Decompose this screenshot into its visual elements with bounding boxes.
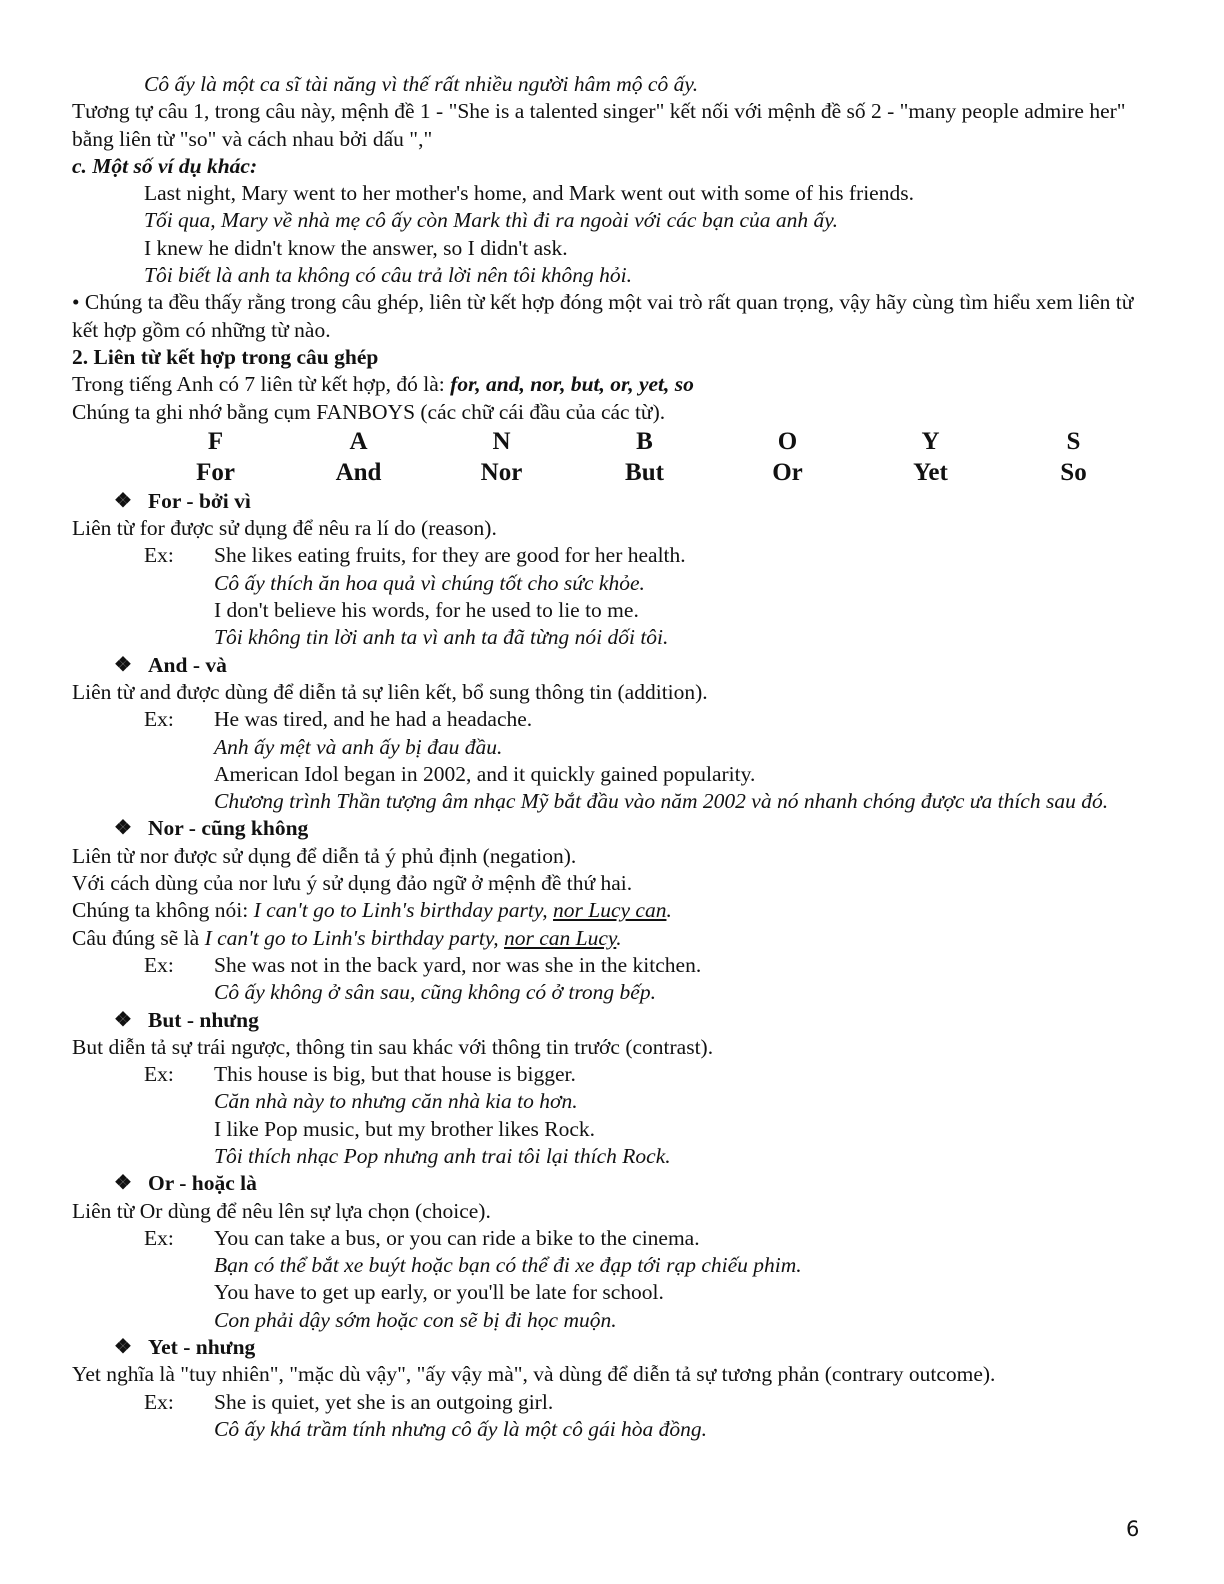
and-description: Liên từ and được dùng để diễn tả sự liên kết, bổ sung thông tin (addition).	[72, 679, 708, 704]
fanboys-words-row	[72, 457, 1152, 488]
example-row	[72, 706, 1152, 733]
example-translation: Tối qua, Mary về nhà mẹ cô ấy còn Mark thì đi ra ngoài với các bạn của anh ấy.	[144, 208, 838, 233]
four-diamond-bullet-icon: ❖	[114, 653, 132, 676]
right-sentence: I can't go to Linh's birthday party,	[204, 925, 505, 950]
fanboys-word: Yet	[913, 458, 948, 486]
fanboys-word: And	[335, 458, 382, 486]
yet-description: Yet nghĩa là "tuy nhiên", "mặc dù vậy", "ấy vậy mà", và dùng để diễn tả sự tương phản (contrary outcome).	[72, 1362, 996, 1387]
fanboys-letters-row	[72, 426, 1152, 457]
heading-text: Yet - nhưng	[148, 1335, 256, 1360]
nor-note: Với cách dùng của nor lưu ý sử dụng đảo ngữ ở mệnh đề thứ hai.	[72, 871, 633, 896]
example-translation: Cô ấy thích ăn hoa quả vì chúng tốt cho sức khỏe.	[214, 570, 645, 595]
conjunction-intro	[72, 371, 1152, 398]
heading-text: But - nhưng	[148, 1007, 259, 1032]
heading-text: And - và	[148, 652, 227, 677]
example-translation: Chương trình Thần tượng âm nhạc Mỹ bắt đầu vào năm 2002 và nó nhanh chóng được ưa thích sau đó.	[214, 789, 1109, 814]
ex-label: Ex:	[144, 707, 174, 732]
yet-heading	[72, 1334, 1152, 1361]
period: .	[666, 898, 672, 923]
ex-label: Ex:	[144, 1389, 174, 1414]
four-diamond-bullet-icon: ❖	[114, 1172, 132, 1195]
ex-label: Ex:	[144, 1062, 174, 1087]
fanboys-letter: N	[492, 427, 511, 455]
wrong-sentence: I can't go to Linh's birthday party,	[253, 898, 554, 923]
example-sentence: You have to get up early, or you'll be late for school.	[214, 1280, 664, 1305]
example-translation: Con phải dậy sớm hoặc con sẽ bị đi học muộn.	[214, 1307, 617, 1332]
subsection-heading: c. Một số ví dụ khác:	[72, 153, 258, 178]
period: .	[616, 925, 622, 950]
fanboys-word: For	[196, 458, 235, 486]
fanboys-letter: B	[636, 427, 653, 455]
or-heading	[72, 1170, 1152, 1197]
ex-label: Ex:	[144, 543, 174, 568]
example-translation: Anh ấy mệt và anh ấy bị đau đầu.	[214, 734, 503, 759]
heading-text: Or - hoặc là	[148, 1171, 257, 1196]
and-heading	[72, 652, 1152, 679]
example-sentence: I don't believe his words, for he used to lie to me.	[214, 598, 639, 623]
prefix-text: Câu đúng sẽ là	[72, 925, 205, 950]
translation-line: Cô ấy là một ca sĩ tài năng vì thế rất nhiều người hâm mộ cô ấy.	[144, 72, 699, 96]
ex-label: Ex:	[144, 952, 174, 977]
four-diamond-bullet-icon: ❖	[114, 1336, 132, 1359]
example-sentence: She was not in the back yard, nor was she in the kitchen.	[214, 952, 702, 977]
four-diamond-bullet-icon: ❖	[114, 1008, 132, 1031]
prefix-text: Chúng ta không nói:	[72, 898, 254, 923]
right-clause: nor can Lucy	[504, 925, 617, 950]
example-sentence: You can take a bus, or you can ride a bike to the cinema.	[214, 1225, 700, 1250]
example-sentence: This house is big, but that house is bigger.	[214, 1062, 576, 1087]
page-number: 6	[1126, 1517, 1140, 1541]
example-sentence: He was tired, and he had a headache.	[214, 707, 533, 732]
intro-text: Trong tiếng Anh có 7 liên từ kết hợp, đó là:	[72, 372, 451, 397]
heading-text: For - bởi vì	[148, 488, 251, 513]
example-sentence: American Idol began in 2002, and it quickly gained popularity.	[214, 761, 756, 786]
example-translation: Tôi không tin lời anh ta vì anh ta đã từng nói dối tôi.	[214, 625, 669, 650]
mnemonic-line: Chúng ta ghi nhớ bằng cụm FANBOYS (các chữ cái đầu của các từ).	[72, 399, 666, 424]
nor-description: Liên từ nor được sử dụng để diễn tả ý phủ định (negation).	[72, 843, 577, 868]
heading-text: Nor - cũng không	[148, 816, 309, 841]
example-sentence: Last night, Mary went to her mother's home, and Mark went out with some of his friends.	[144, 181, 914, 206]
but-heading	[72, 1007, 1152, 1034]
ex-label: Ex:	[144, 1225, 174, 1250]
or-description: Liên từ Or dùng để nêu lên sự lựa chọn (choice).	[72, 1198, 491, 1223]
example-sentence: I like Pop music, but my brother likes Rock.	[214, 1116, 595, 1141]
document-page	[72, 71, 1152, 1443]
four-diamond-bullet-icon: ❖	[114, 817, 132, 840]
nor-heading	[72, 815, 1152, 842]
note-paragraph: • Chúng ta đều thấy rằng trong câu ghép, liên từ kết hợp đóng một vai trò rất quan trọng, vậy hãy cùng tìm hiểu xem liên từ kết hợp gồm có những từ nào.	[72, 290, 1134, 342]
fanboys-letter: A	[349, 427, 368, 455]
example-sentence: She likes eating fruits, for they are good for her health.	[214, 543, 686, 568]
example-row	[72, 1061, 1152, 1088]
explanation-paragraph: Tương tự câu 1, trong câu này, mệnh đề 1 - "She is a talented singer" kết nối với mệnh đề số 2 - "many people admire her" bằng liên từ "so" và cách nhau bởi dấu ","	[72, 99, 1126, 151]
nor-wrong-example	[72, 897, 1152, 924]
example-sentence: She is quiet, yet she is an outgoing girl.	[214, 1389, 554, 1414]
for-description: Liên từ for được sử dụng để nêu ra lí do (reason).	[72, 516, 497, 541]
example-row	[72, 1225, 1152, 1252]
fanboys-letter: Y	[921, 427, 940, 455]
example-translation: Tôi thích nhạc Pop nhưng anh trai tôi lại thích Rock.	[214, 1143, 671, 1168]
example-translation: Căn nhà này to nhưng căn nhà kia to hơn.	[214, 1089, 578, 1114]
example-sentence: I knew he didn't know the answer, so I didn't ask.	[144, 235, 568, 260]
section-title: 2. Liên từ kết hợp trong câu ghép	[72, 344, 379, 369]
fanboys-letter: S	[1066, 427, 1081, 455]
but-description: But diễn tả sự trái ngược, thông tin sau khác với thông tin trước (contrast).	[72, 1034, 714, 1059]
fanboys-word: Or	[772, 458, 803, 486]
nor-right-example	[72, 925, 1152, 952]
four-diamond-bullet-icon: ❖	[114, 489, 132, 512]
fanboys-letter: O	[777, 427, 798, 455]
for-heading	[72, 488, 1152, 515]
fanboys-word: But	[625, 458, 664, 486]
fanboys-letter: F	[207, 427, 224, 455]
wrong-clause: nor Lucy can	[553, 898, 667, 923]
conjunction-list: for, and, nor, but, or, yet, so	[450, 372, 694, 397]
fanboys-word: Nor	[480, 458, 523, 486]
example-translation: Cô ấy không ở sân sau, cũng không có ở trong bếp.	[214, 980, 656, 1005]
example-translation: Tôi biết là anh ta không có câu trả lời nên tôi không hỏi.	[144, 263, 633, 288]
example-translation: Bạn có thể bắt xe buýt hoặc bạn có thể đi xe đạp tới rạp chiếu phim.	[214, 1253, 802, 1278]
fanboys-word: So	[1060, 458, 1087, 486]
example-row	[72, 1389, 1152, 1416]
example-row	[72, 542, 1152, 569]
example-row	[72, 952, 1152, 979]
example-translation: Cô ấy khá trầm tính nhưng cô ấy là một cô gái hòa đồng.	[214, 1416, 708, 1441]
